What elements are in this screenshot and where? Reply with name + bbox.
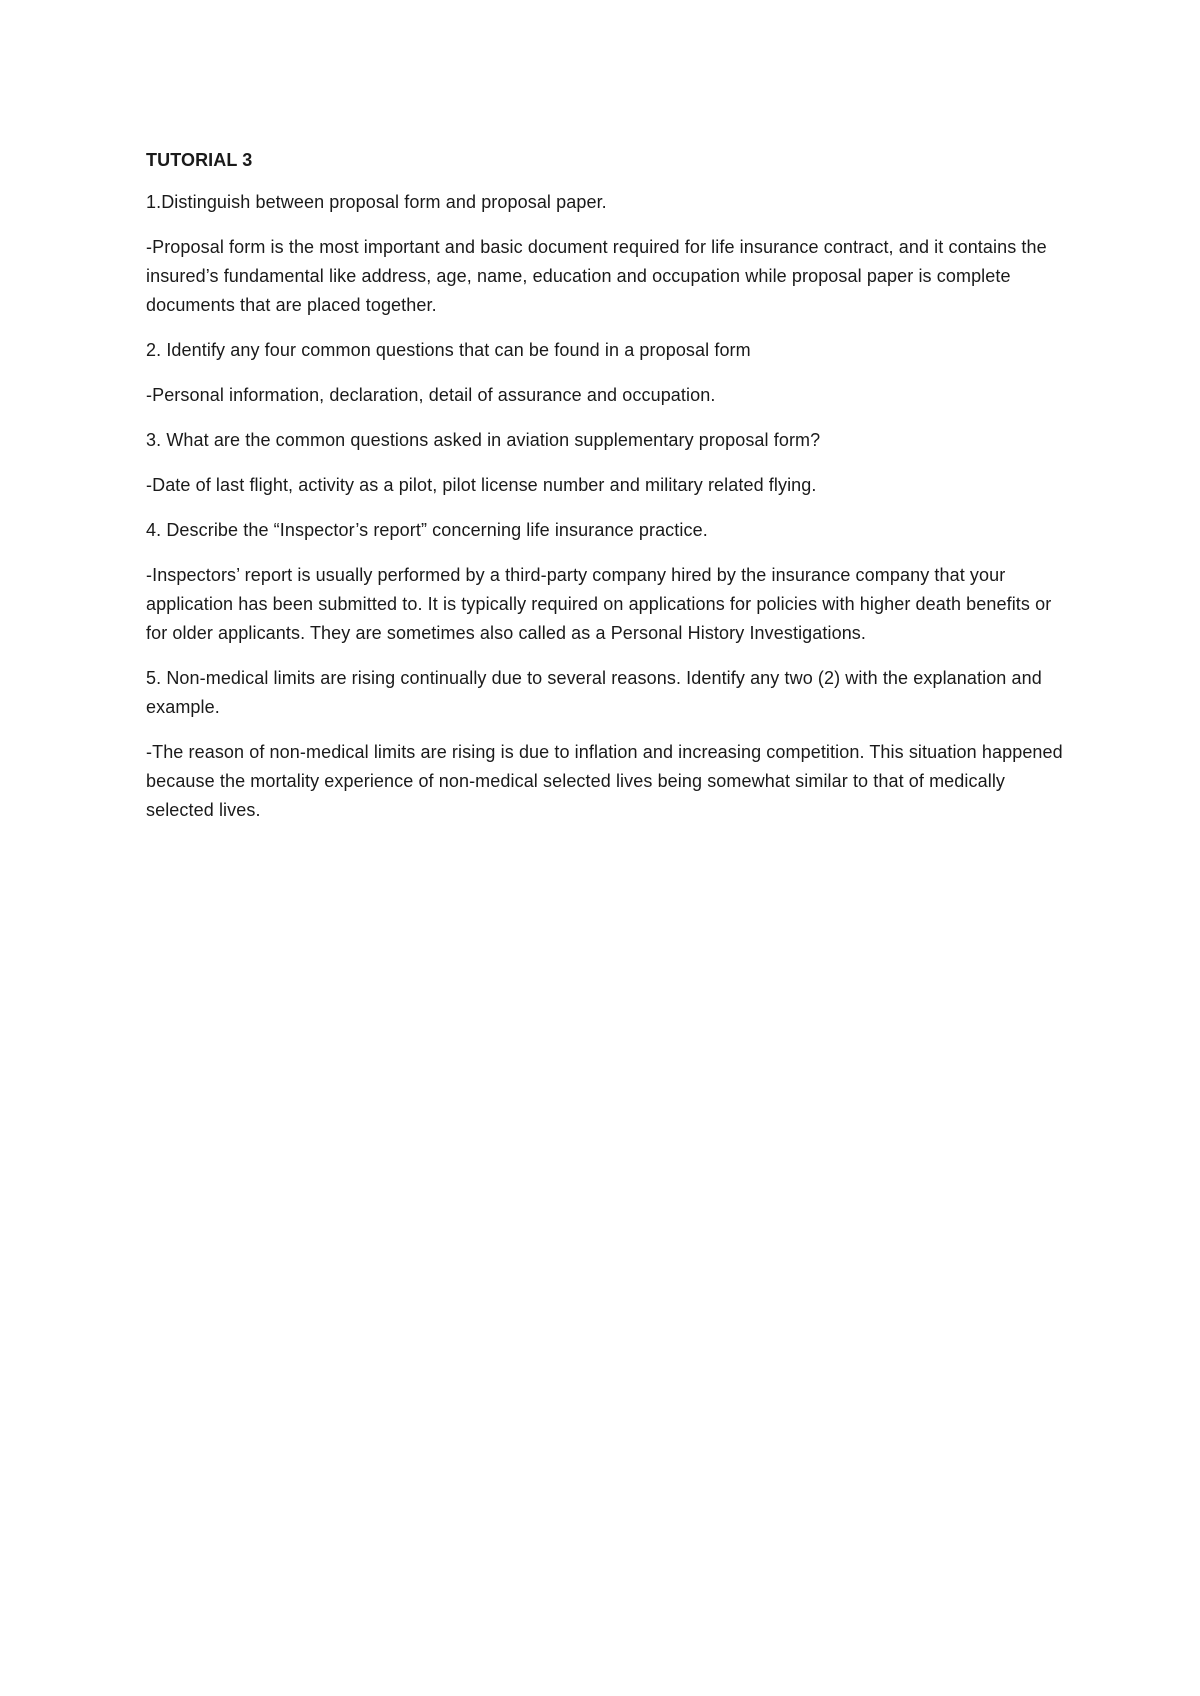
question-5: 5. Non-medical limits are rising continually due to several reasons. Identify any two (2) with the explanation and example. xyxy=(146,668,1042,717)
question-3: 3. What are the common questions asked in aviation supplementary proposal form? xyxy=(146,430,821,450)
question-4: 4. Describe the “Inspector’s report” concerning life insurance practice. xyxy=(146,520,708,540)
answer-4: -Inspectors’ report is usually performed by a third-party company hired by the insurance company that your application has been submitted to. It is typically required on applications for policies with higher death benefits or for older applicants. They are sometimes also called as a Personal History Investigations. xyxy=(146,565,1052,643)
document-body xyxy=(146,148,1076,841)
answer-5: -The reason of non-medical limits are rising is due to inflation and increasing competition. This situation happened because the mortality experience of non-medical selected lives being somewhat similar to that of medically selected lives. xyxy=(146,742,1063,820)
question-2: 2. Identify any four common questions that can be found in a proposal form xyxy=(146,340,751,360)
question-1: 1.Distinguish between proposal form and proposal paper. xyxy=(146,192,607,212)
document-title: TUTORIAL 3 xyxy=(146,150,253,170)
answer-1: -Proposal form is the most important and basic document required for life insurance contract, and it contains the insured’s fundamental like address, age, name, education and occupation while proposal paper is complete documents that are placed together. xyxy=(146,237,1047,315)
answer-2: -Personal information, declaration, detail of assurance and occupation. xyxy=(146,385,716,405)
answer-3: -Date of last flight, activity as a pilot, pilot license number and military related flying. xyxy=(146,475,817,495)
